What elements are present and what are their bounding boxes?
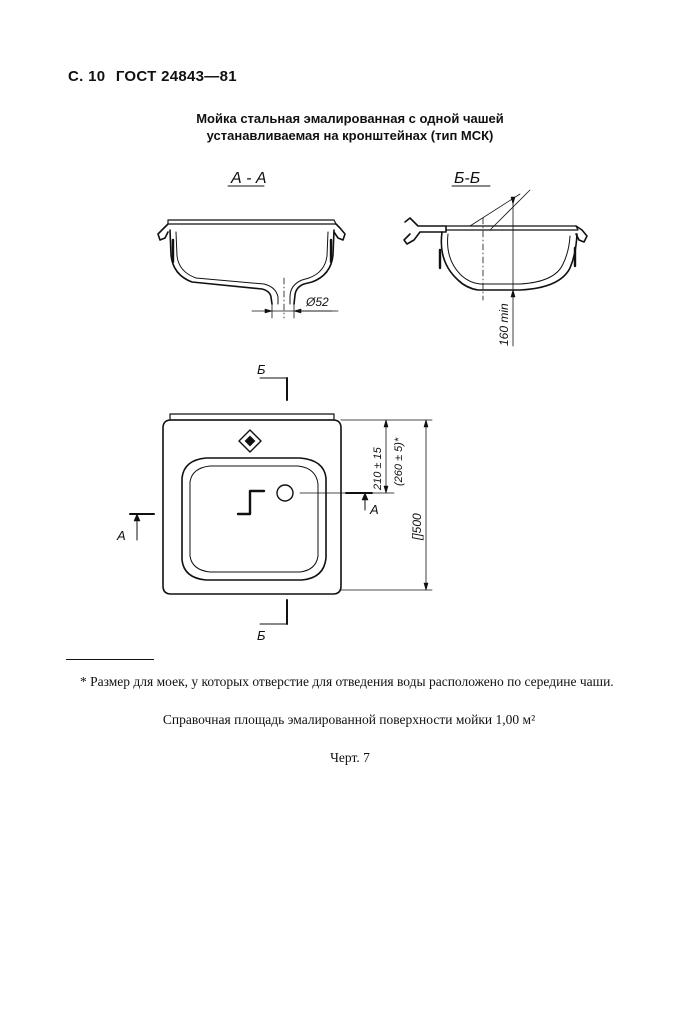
offset-dimension-alt-label: (260 ± 5)* [393,437,405,486]
figure-caption: Черт. 7 [330,750,370,765]
depth-label: 160 min [497,303,511,346]
title-line-2: устанавливаемая на кронштейнах (тип МСК) [206,128,494,143]
cut-b-top-label: Б [257,362,266,377]
footnote-rule [66,659,154,660]
section-bb-view [404,186,587,346]
title-line-1: Мойка стальная эмалированная с одной чашей [196,111,504,126]
standard-number: ГОСТ 24843—81 [115,68,237,85]
footnote-text: Размер для моек, у которых отверстие для отведения воды расположено по середине чаши. [90,674,614,689]
offset-dimension-label: 210 ± 15 [372,447,384,490]
footnote-marker: * [80,674,87,689]
size-dimension-label: []500 [410,513,424,540]
diameter-label: Ø52 [306,295,329,309]
cut-a-right-label: А [370,502,379,517]
reference-area-text: Справочная площадь эмалированной поверхности мойки 1,00 м² [162,712,536,727]
cut-b-bottom-label: Б [257,628,266,643]
plan-view [130,378,432,624]
section-bb-label: Б-Б [454,170,481,187]
page-number: С. 10 [68,68,106,85]
footnote [66,673,632,691]
section-aa-label: А - А [231,170,267,187]
cut-a-left-label: А [117,528,126,543]
